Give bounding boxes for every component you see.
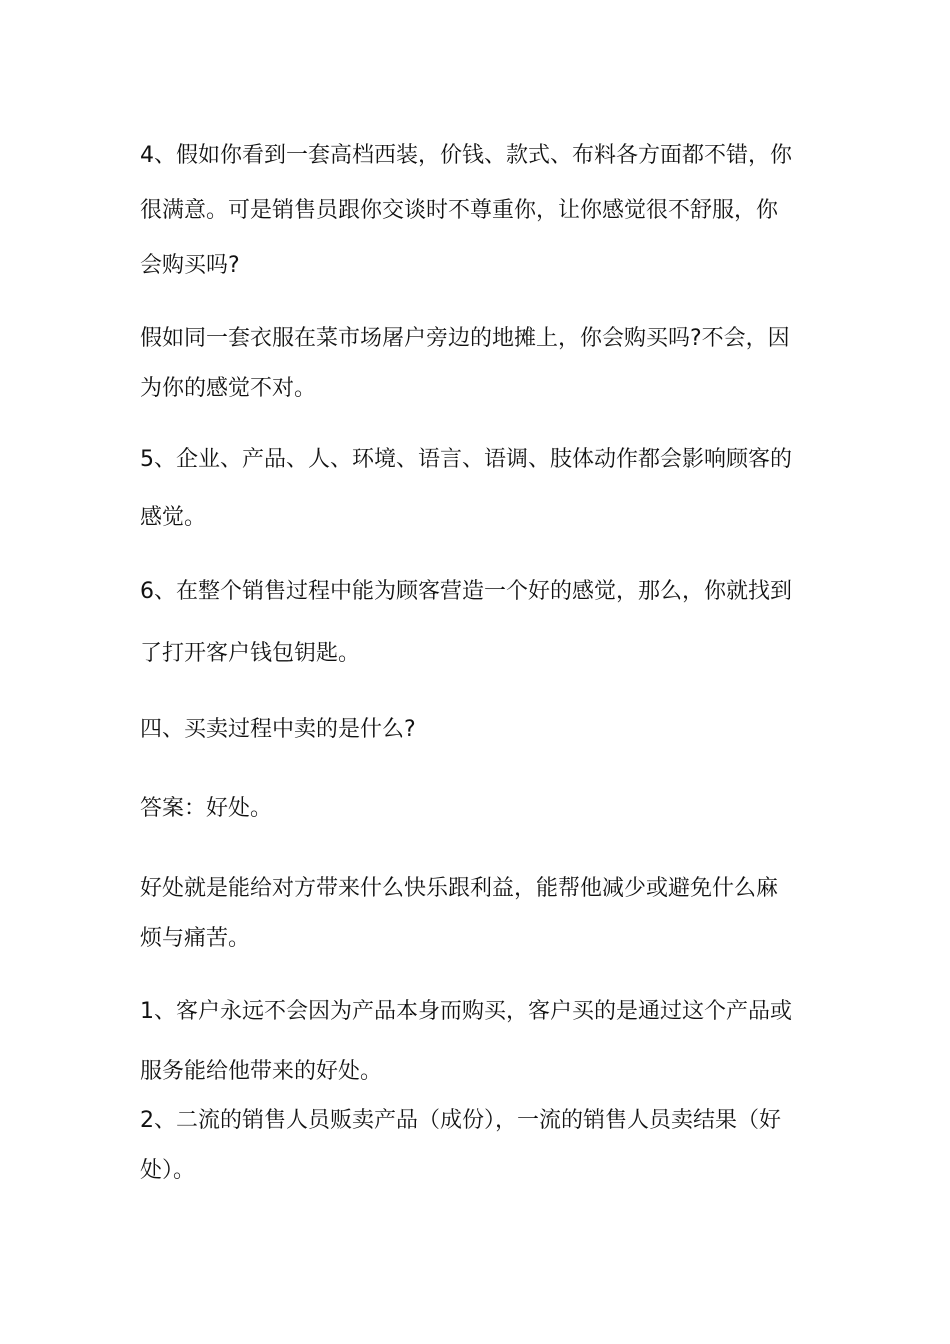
text-line: 4、假如你看到一套高档西装，价钱、款式、布料各方面都不错，你 (140, 143, 792, 168)
paragraph-item-4 (140, 128, 820, 293)
text-line: 处）。 (140, 1158, 196, 1183)
text-line: 答案：好处。 (140, 796, 273, 821)
paragraph-item-6 (140, 561, 820, 685)
text-line: 5、企业、产品、人、环境、语言、语调、肢体动作都会影响顾客的 (140, 447, 792, 472)
text-line: 四、买卖过程中卖的是什么? (140, 717, 416, 742)
paragraph-point-1 (140, 982, 820, 1102)
paragraph-point-2 (140, 1096, 820, 1196)
paragraph-answer (140, 784, 820, 834)
text-line: 很满意。可是销售员跟你交谈时不尊重你，让你感觉很不舒服，你 (140, 198, 779, 223)
text-line: 2、二流的销售人员贩卖产品（成份），一流的销售人员卖结果（好 (140, 1108, 781, 1133)
text-line: 1、客户永远不会因为产品本身而购买，客户买的是通过这个产品或 (140, 999, 792, 1024)
text-line: 为你的感觉不对。 (140, 376, 317, 401)
paragraph-benefit-definition (140, 864, 820, 964)
text-line: 烦与痛苦。 (140, 926, 251, 951)
paragraph-market-stall (140, 314, 820, 414)
text-line: 6、在整个销售过程中能为顾客营造一个好的感觉，那么，你就找到 (140, 579, 792, 604)
text-line: 感觉。 (140, 505, 207, 530)
text-line: 服务能给他带来的好处。 (140, 1059, 383, 1084)
text-line: 了打开客户钱包钥匙。 (140, 641, 361, 666)
text-line: 假如同一套衣服在菜市场屠户旁边的地摊上，你会购买吗?不会，因 (140, 326, 790, 351)
text-line: 会购买吗? (140, 253, 240, 278)
text-line: 好处就是能给对方带来什么快乐跟利益，能帮他减少或避免什么麻 (140, 876, 779, 901)
section-heading-four (140, 705, 820, 755)
paragraph-item-5 (140, 431, 820, 547)
